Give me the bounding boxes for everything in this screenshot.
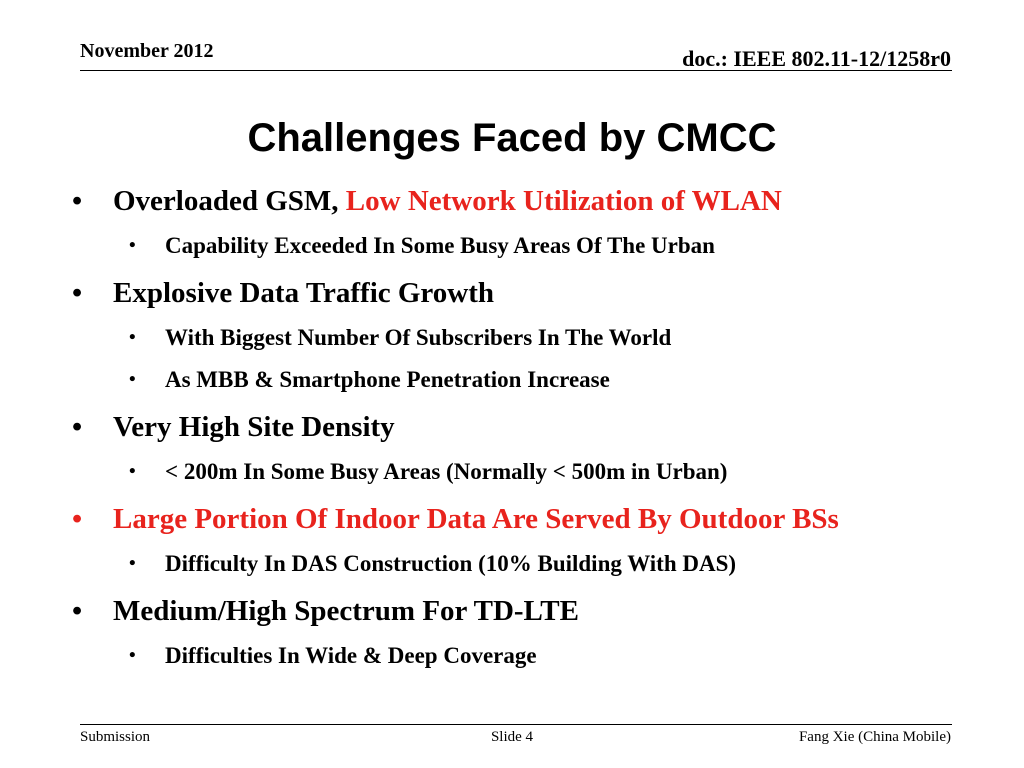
sub-bullet-dot-icon: •: [129, 369, 136, 390]
sub-bullet-text: Capability Exceeded In Some Busy Areas Of The Urban: [165, 233, 715, 258]
bullet-dot-icon: •: [72, 595, 83, 627]
sub-bullet-text: As MBB & Smartphone Penetration Increase: [165, 367, 610, 392]
sub-bullet-item: [72, 550, 952, 578]
bullet-dot-icon: •: [72, 277, 83, 309]
footer-author: Fang Xie (China Mobile): [798, 729, 951, 745]
sub-bullet-text: Difficulty In DAS Construction (10% Building With DAS): [165, 551, 737, 576]
sub-bullet-item: [72, 458, 952, 486]
slide-title: Challenges Faced by CMCC: [247, 116, 777, 160]
bullet-item: [72, 184, 952, 218]
sub-bullet-dot-icon: •: [129, 645, 136, 666]
sub-bullet-dot-icon: •: [129, 461, 136, 482]
bullet-dot-icon: •: [72, 185, 83, 217]
sub-bullet-item: [72, 642, 952, 670]
footer-slide-number: Slide 4: [490, 729, 534, 745]
header-date: November 2012: [80, 40, 214, 62]
footer-divider: [80, 724, 952, 725]
sub-bullet-dot-icon: •: [129, 553, 136, 574]
bullet-list: [72, 184, 952, 670]
footer-submission: Submission: [80, 729, 151, 745]
bullet-item: [72, 594, 952, 628]
sub-bullet-item: [72, 324, 952, 352]
sub-bullet-text: With Biggest Number Of Subscribers In The World: [165, 325, 672, 350]
sub-bullet-text: < 200m In Some Busy Areas (Normally < 500m in Urban): [165, 459, 728, 484]
header-doc-id: doc.: IEEE 802.11-12/1258r0: [682, 46, 951, 71]
bullet-dot-icon: •: [72, 411, 83, 443]
bullet-item: [72, 276, 952, 310]
bullet-highlight: Low Network Utilization of WLAN: [345, 185, 782, 217]
bullet-text: Overloaded GSM,: [113, 185, 346, 217]
bullet-text: Very High Site Density: [113, 411, 395, 443]
sub-bullet-text: Difficulties In Wide & Deep Coverage: [165, 643, 537, 668]
header-divider: [80, 70, 952, 71]
bullet-text: Explosive Data Traffic Growth: [113, 277, 495, 309]
sub-bullet-dot-icon: •: [129, 327, 136, 348]
bullet-text: Medium/High Spectrum For TD-LTE: [113, 595, 579, 627]
sub-bullet-item: [72, 232, 952, 260]
bullet-highlight: Large Portion Of Indoor Data Are Served By Outdoor BSs: [113, 503, 839, 535]
bullet-dot-icon: •: [72, 503, 83, 535]
bullet-item: [72, 410, 952, 444]
bullet-item: [72, 502, 952, 536]
sub-bullet-dot-icon: •: [129, 235, 136, 256]
sub-bullet-item: [72, 366, 952, 394]
